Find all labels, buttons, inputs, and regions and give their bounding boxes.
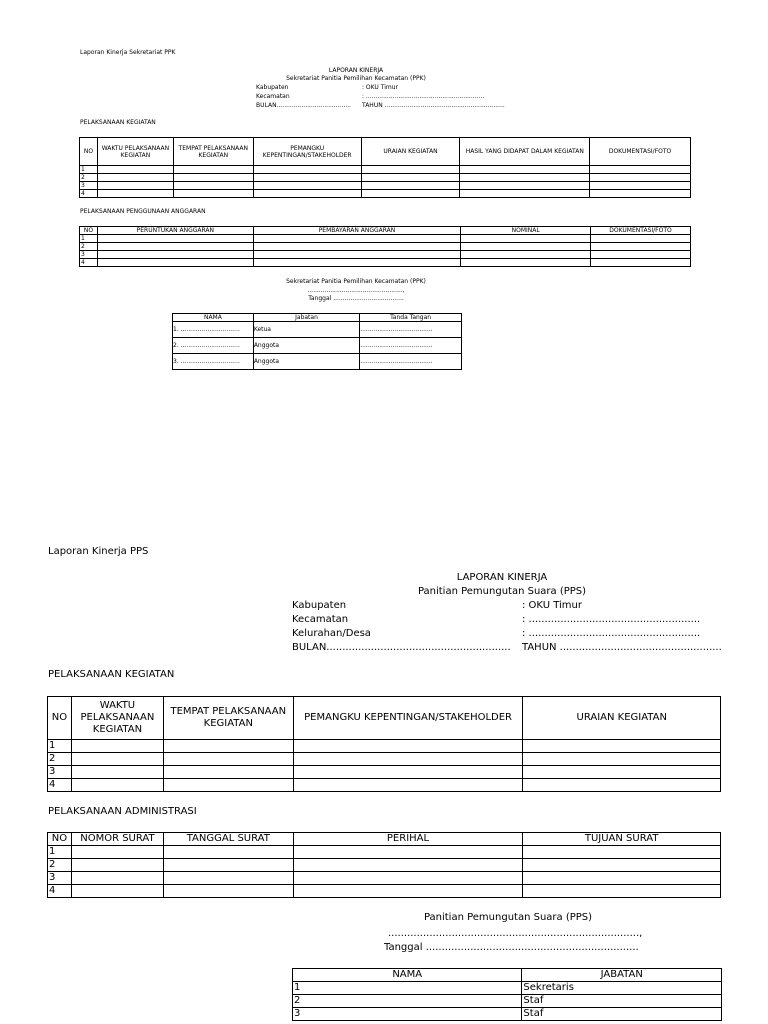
pps-kabupaten-label: Kabupaten — [292, 600, 347, 611]
sign-nama: 2 — [293, 995, 522, 1008]
sign-jabatan: Ketua — [253, 322, 359, 338]
ppk-sign-table — [172, 313, 462, 370]
sign-nama: 2. ............................... — [173, 338, 254, 354]
table-row — [48, 872, 721, 885]
row-number: 4 — [80, 259, 98, 267]
col-tempat: TEMPAT PELAKSANAAN KEGIATAN — [173, 138, 253, 166]
col-nomor-surat: NOMOR SURAT — [71, 833, 163, 846]
ppk-kabupaten-label: Kabupaten — [256, 84, 289, 91]
ppk-anggaran-table — [79, 226, 691, 267]
ppk-sign-place: .................................................., — [307, 287, 405, 294]
row-number: 2 — [80, 174, 98, 182]
sign-nama: 3. ............................... — [173, 354, 254, 370]
pps-administrasi-table — [47, 832, 721, 898]
table-row — [48, 766, 721, 779]
table-row — [48, 753, 721, 766]
ppk-title: LAPORAN KINERJA — [328, 67, 384, 74]
ppk-anggaran-heading: PELAKSANAAN PENGGUNAAN ANGGARAN — [80, 208, 206, 215]
row-number: 3 — [80, 251, 98, 259]
sign-ttd: ...................................... — [360, 354, 462, 370]
row-number: 2 — [48, 859, 72, 872]
row-number: 1 — [80, 235, 98, 243]
col-hasil: HASIL YANG DIDAPAT DALAM KEGIATAN — [460, 138, 590, 166]
table-row — [80, 166, 691, 174]
col-uraian: URAIAN KEGIATAN — [523, 697, 721, 740]
col-perihal: PERIHAL — [293, 833, 523, 846]
table-row — [293, 982, 722, 995]
col-tempat: TEMPAT PELAKSANAAN KEGIATAN — [163, 697, 293, 740]
ppk-kegiatan-heading: PELAKSANAAN KEGIATAN — [80, 119, 156, 126]
table-row — [80, 182, 691, 190]
col-dokumentasi: DOKUMENTASI/FOTO — [591, 227, 691, 235]
table-row — [48, 859, 721, 872]
row-number: 4 — [48, 779, 72, 792]
pps-kegiatan-heading: PELAKSANAAN KEGIATAN — [48, 669, 175, 680]
pps-sign-table — [292, 968, 722, 1021]
row-number: 3 — [48, 872, 72, 885]
sign-nama: 1. ............................... — [173, 322, 254, 338]
col-dokumentasi: DOKUMENTASI/FOTO — [590, 138, 691, 166]
row-number: 2 — [48, 753, 72, 766]
col-uraian: URAIAN KEGIATAN — [361, 138, 460, 166]
pps-title: LAPORAN KINERJA — [456, 572, 548, 583]
col-nama: NAMA — [293, 969, 522, 982]
col-jabatan: JABATAN — [522, 969, 722, 982]
col-waktu: WAKTU PELAKSANAAN KEGIATAN — [71, 697, 163, 740]
pps-tahun-label: TAHUN ................................................... — [522, 642, 722, 653]
pps-kelurahan-value: : ...................................................... — [522, 628, 701, 639]
sign-ttd: ...................................... — [360, 322, 462, 338]
col-nama: NAMA — [173, 314, 254, 322]
sign-jabatan: Staf — [522, 1008, 722, 1021]
ppk-sign-org: Sekretariat Panitia Pemilihan Kecamatan (PPK) — [286, 278, 426, 285]
sign-ttd: ...................................... — [360, 338, 462, 354]
pps-kecamatan-label: Kecamatan — [292, 614, 349, 625]
table-row — [48, 740, 721, 753]
ppk-kegiatan-table — [79, 137, 691, 198]
table-row — [48, 779, 721, 792]
col-pemangku: PEMANGKU KEPENTINGAN/STAKEHOLDER — [253, 138, 361, 166]
ppk-bulan-label: BULAN....................................... — [256, 102, 351, 109]
ppk-kecamatan-label: Kecamatan — [256, 93, 290, 100]
table-row — [48, 885, 721, 898]
row-number: 2 — [80, 243, 98, 251]
table-row — [80, 190, 691, 198]
ppk-kabupaten-value: : OKU Timur — [362, 84, 398, 91]
table-row — [293, 1008, 722, 1021]
col-tujuan-surat: TUJUAN SURAT — [523, 833, 721, 846]
table-row — [173, 354, 462, 370]
pps-kelurahan-label: Kelurahan/Desa — [292, 628, 371, 639]
ppk-tahun-label: TAHUN ............................................................... — [362, 102, 505, 109]
row-number: 1 — [48, 846, 72, 859]
pps-administrasi-heading: PELAKSANAAN ADMINISTRASI — [48, 806, 197, 817]
row-number: 1 — [80, 166, 98, 174]
col-nominal: NOMINAL — [461, 227, 591, 235]
sign-nama: 3 — [293, 1008, 522, 1021]
table-row — [80, 235, 691, 243]
sign-jabatan: Staf — [522, 995, 722, 1008]
row-number: 3 — [48, 766, 72, 779]
table-row — [293, 995, 722, 1008]
pps-subtitle: Panitian Pemungutan Suara (PPS) — [417, 586, 587, 597]
col-waktu: WAKTU PELAKSANAAN KEGIATAN — [97, 138, 173, 166]
ppk-sign-date: Tanggal ..................................... — [308, 295, 404, 302]
col-tanggal-surat: TANGGAL SURAT — [163, 833, 293, 846]
col-jabatan: Jabatan — [253, 314, 359, 322]
col-no: NO — [48, 833, 72, 846]
col-no: NO — [80, 227, 98, 235]
row-number: 4 — [48, 885, 72, 898]
col-ttd: Tanda Tangan — [360, 314, 462, 322]
sign-jabatan: Sekretaris — [522, 982, 722, 995]
table-row — [48, 846, 721, 859]
ppk-caption: Laporan Kinerja Sekretariat PPK — [80, 49, 176, 56]
col-peruntukan: PERUNTUKAN ANGGARAN — [97, 227, 253, 235]
pps-sign-place: ..............................................................................., — [388, 928, 643, 939]
col-pembayaran: PEMBAYARAN ANGGARAN — [253, 227, 461, 235]
table-row — [173, 338, 462, 354]
sign-jabatan: Anggota — [253, 354, 359, 370]
col-pemangku: PEMANGKU KEPENTINGAN/STAKEHOLDER — [293, 697, 523, 740]
pps-bulan-label: BULAN.......................................................... — [292, 642, 511, 653]
pps-sign-date: Tanggal ................................................................... — [384, 942, 639, 953]
col-no: NO — [80, 138, 98, 166]
table-row — [173, 322, 462, 338]
sign-jabatan: Anggota — [253, 338, 359, 354]
pps-kecamatan-value: : ...................................................... — [522, 614, 701, 625]
row-number: 4 — [80, 190, 98, 198]
table-row — [80, 243, 691, 251]
ppk-kecamatan-value: : .............................................................. — [362, 93, 485, 100]
table-row — [80, 174, 691, 182]
pps-caption: Laporan Kinerja PPS — [48, 546, 149, 557]
sign-nama: 1 — [293, 982, 522, 995]
pps-sign-org: Panitian Pemungutan Suara (PPS) — [423, 912, 593, 923]
col-no: NO — [48, 697, 72, 740]
row-number: 1 — [48, 740, 72, 753]
pps-kegiatan-table — [47, 696, 721, 792]
table-row — [80, 251, 691, 259]
pps-kabupaten-value: : OKU Timur — [522, 600, 582, 611]
row-number: 3 — [80, 182, 98, 190]
ppk-subtitle: Sekretariat Panitia Pemilihan Kecamatan (PPK) — [286, 75, 426, 82]
table-row — [80, 259, 691, 267]
